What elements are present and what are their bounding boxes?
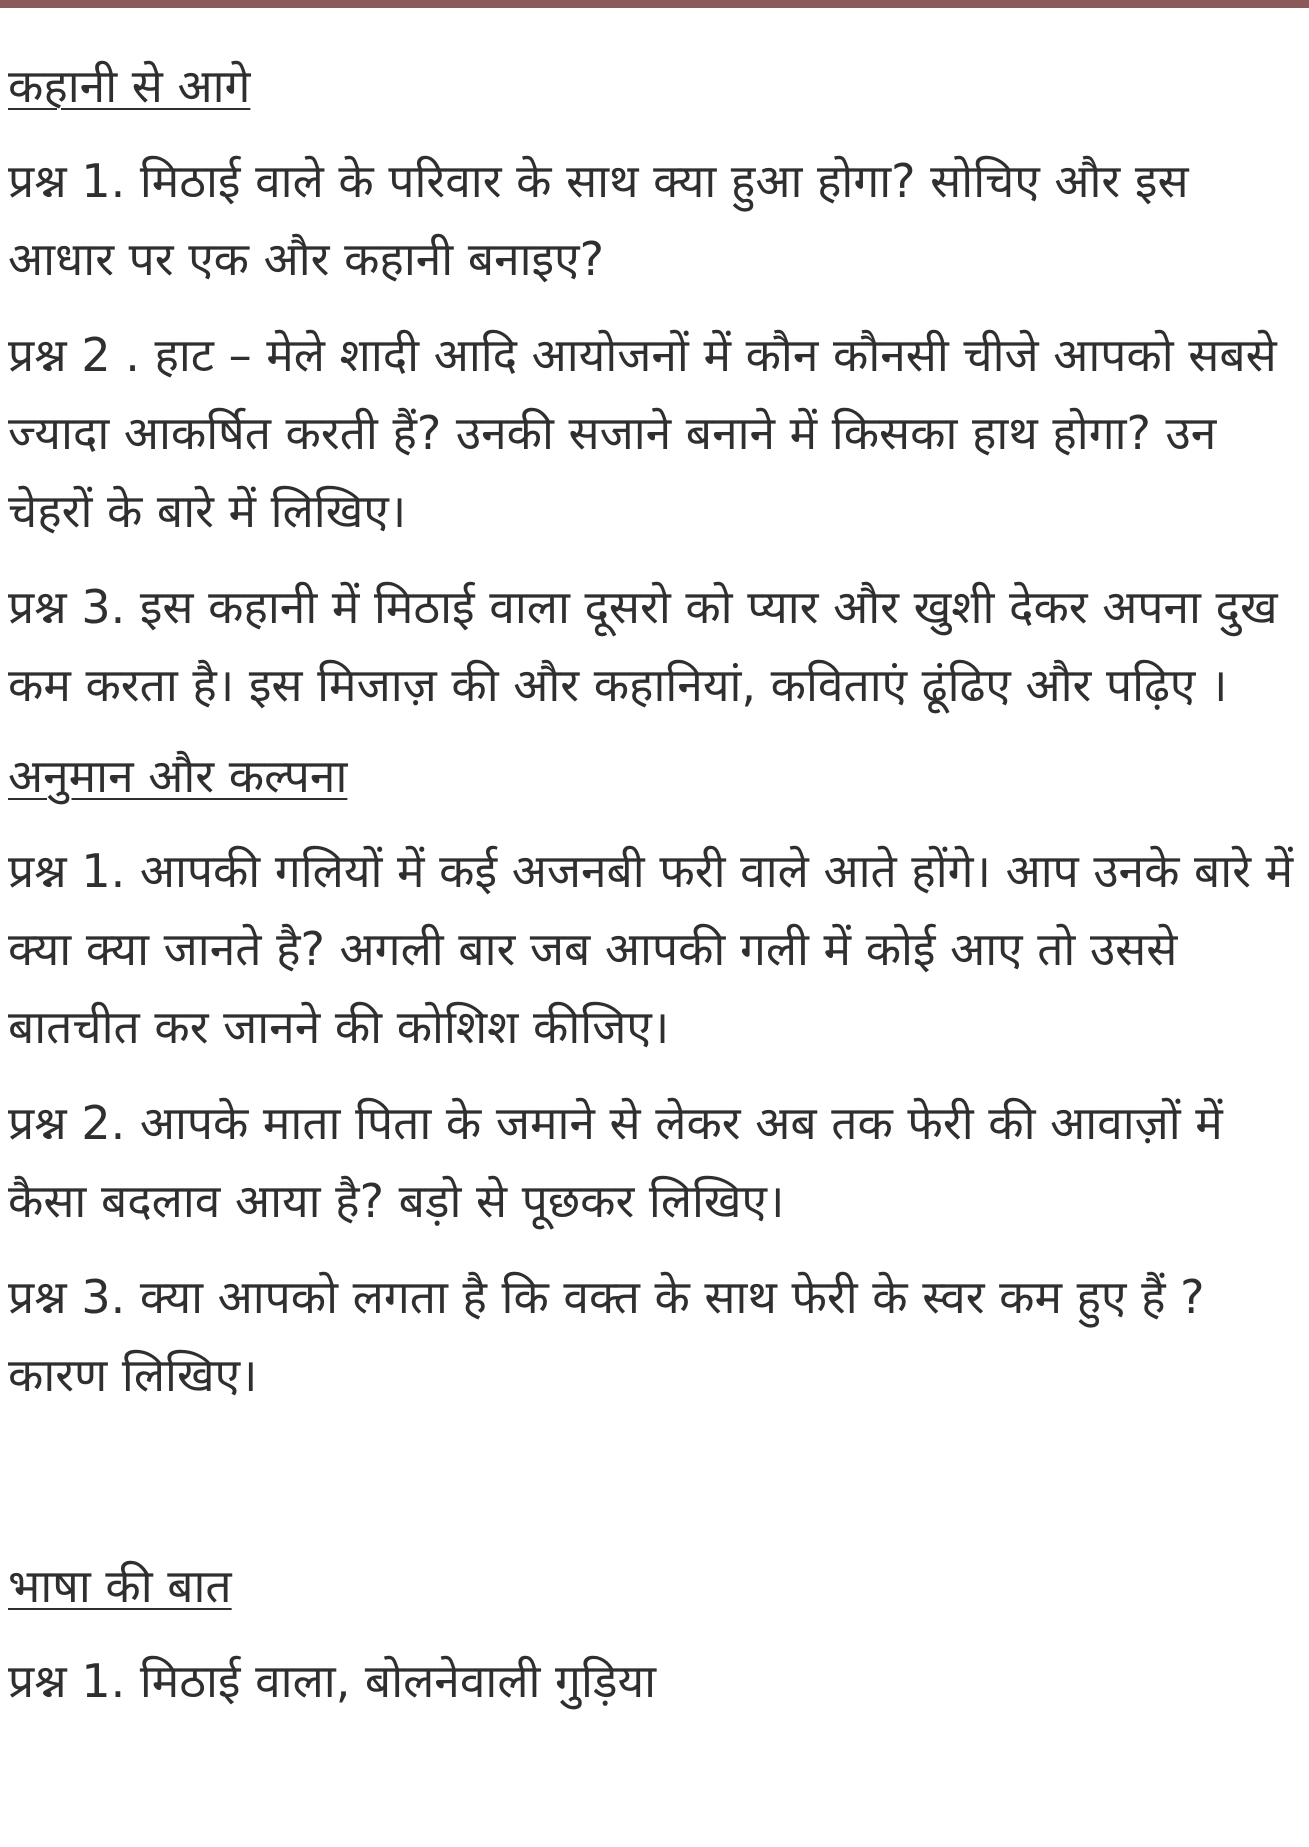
top-border [0, 0, 1309, 8]
section-anuman-aur-kalpana [8, 742, 1298, 1414]
section-heading: कहानी से आगे [8, 59, 251, 113]
section-spacer [8, 1432, 1298, 1552]
question-item: प्रश्न 1. मिठाई वाले के परिवार के साथ क्या हुआ होगा? सोचिए और इस आधार पर एक और कहानी बनाइए? [8, 154, 1189, 286]
document-body [8, 52, 1298, 1738]
question-item: प्रश्न 3. इस कहानी में मिठाई वाला दूसरो को प्यार और खुशी देकर अपना दुख कम करता है। इस मिजाज़ की और कहानियां, कविताएं ढूंढिए और पढ़िए । [8, 580, 1278, 712]
question-item: प्रश्न 1. मिठाई वाला, बोलनेवाली गुड़िया [8, 1654, 657, 1708]
section-heading: अनुमान और कल्पना [8, 749, 348, 803]
question-item: प्रश्न 2. आपके माता पिता के जमाने से लेकर अब तक फेरी की आवाज़ों में कैसा बदलाव आया है? बड़ो से पूछकर लिखिए। [8, 1096, 1223, 1228]
question-item: प्रश्न 3. क्या आपको लगता है कि वक्त के साथ फेरी के स्वर कम हुए हैं ? कारण लिखिए। [8, 1270, 1205, 1402]
section-bhasha-ki-baat [8, 1552, 1298, 1720]
section-heading: भाषा की बात [8, 1559, 232, 1613]
section-kahani-se-aage [8, 52, 1298, 724]
question-item: प्रश्न 1. आपकी गलियों में कई अजनबी फरी वाले आते होंगे। आप उनके बारे में क्या क्या जानते है? अगली बार जब आपकी गली में कोई आए तो उससे बातचीत कर जानने की कोशिश कीजिए। [8, 844, 1294, 1054]
question-item: प्रश्न 2 . हाट – मेले शादी आदि आयोजनों में कौन कौनसी चीजे आपको सबसे ज्यादा आकर्षित करती हैं? उनकी सजाने बनाने में किसका हाथ होगा? उन चेहरों के बारे में लिखिए। [8, 328, 1277, 538]
